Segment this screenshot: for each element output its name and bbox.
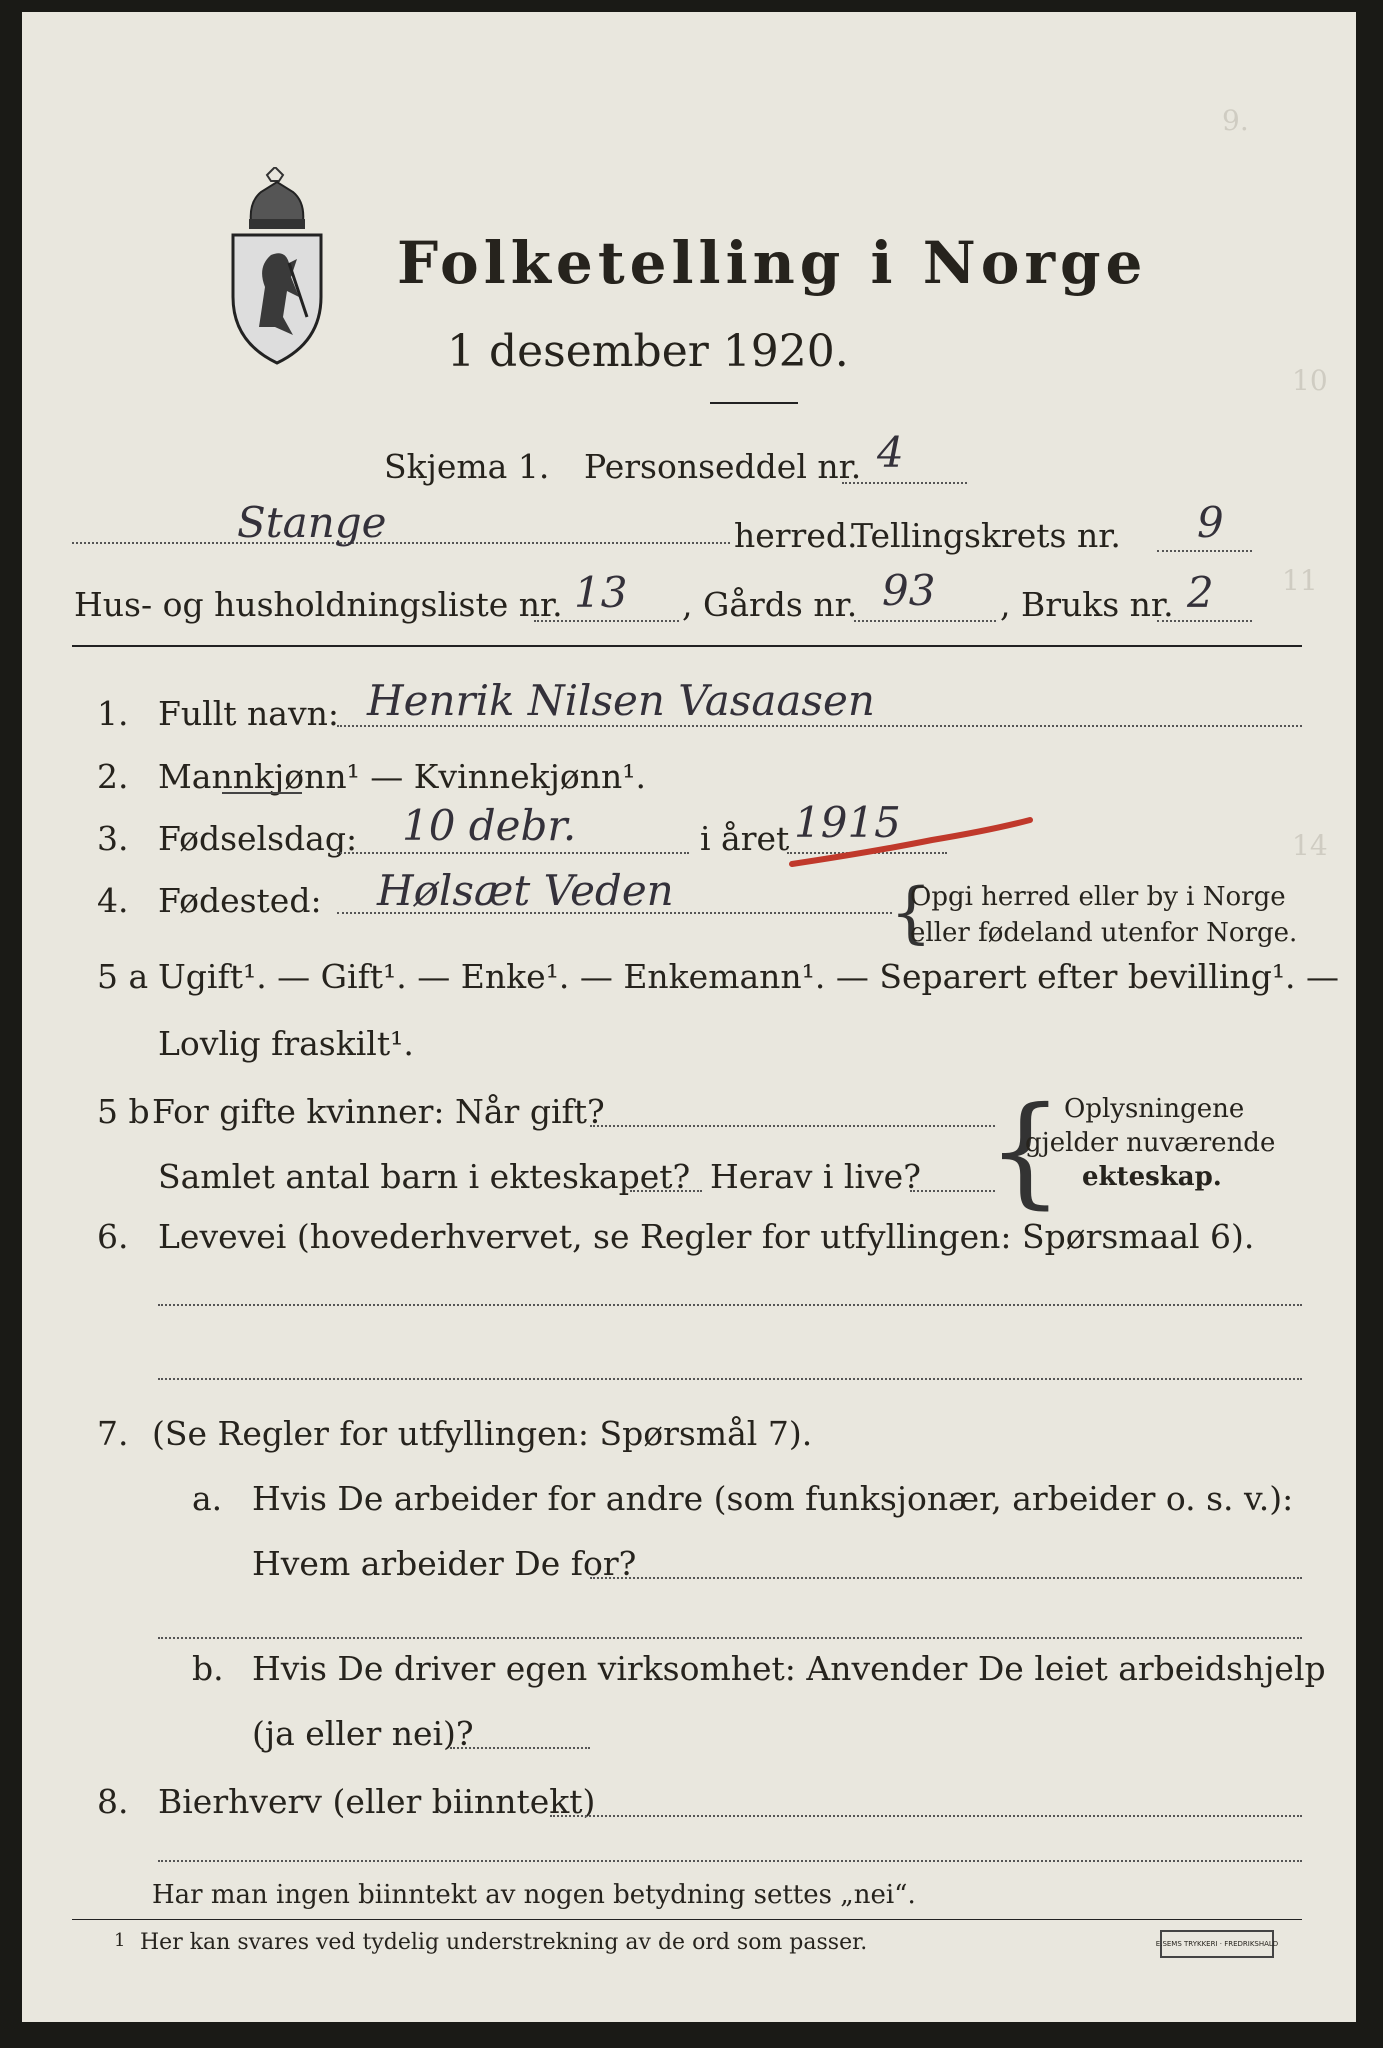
- q7b-yesno-field[interactable]: [450, 1747, 590, 1749]
- q5a-number: 5 a: [97, 957, 149, 996]
- husliste-label: Hus- og husholdningsliste nr.: [74, 585, 563, 624]
- herred-label: herred.: [734, 516, 858, 555]
- q7b-label: Hvis De driver egen virksomhet: Anvender De leiet arbeidshjelp: [252, 1649, 1326, 1688]
- q5a-marital-options[interactable]: Ugift¹. — Gift¹. — Enke¹. — Enkemann¹. — Separert efter bevilling¹. —: [158, 957, 1340, 996]
- q7a-label: Hvis De arbeider for andre (som funksjonær, arbeider o. s. v.):: [252, 1479, 1294, 1518]
- q7a-employer-field[interactable]: [590, 1577, 1302, 1579]
- q3-year-value: 1915: [794, 798, 901, 847]
- q8-side-income-field-2[interactable]: [158, 1860, 1302, 1862]
- q5b-married-field[interactable]: [590, 1125, 995, 1127]
- personseddel-value: 4: [877, 428, 904, 477]
- tellingskrets-field[interactable]: [1157, 550, 1252, 552]
- q8-side-income-field[interactable]: [550, 1815, 1302, 1817]
- q1-full-name-value: Henrik Nilsen Vasaasen: [367, 676, 875, 725]
- herred-value: Stange: [237, 498, 387, 547]
- q5b-brace: {: [987, 1082, 1064, 1221]
- show-through-text: 10: [1292, 364, 1328, 397]
- personseddel-label: Personseddel nr.: [584, 447, 862, 486]
- q4-brace: {: [890, 874, 932, 951]
- q8-label: Bierhverv (eller biinntekt): [158, 1782, 596, 1821]
- personseddel-field[interactable]: [842, 482, 967, 484]
- form-title: Folketelling i Norge: [397, 229, 1148, 297]
- q3-number: 3.: [97, 819, 129, 858]
- q1-label: Fullt navn:: [158, 694, 339, 733]
- footnote-mark: 1: [114, 1930, 126, 1951]
- bruks-label: , Bruks nr.: [1000, 585, 1174, 624]
- q7-number: 7.: [97, 1414, 129, 1453]
- census-date: 1 desember 1920.: [447, 326, 849, 377]
- q5b-married-label: For gifte kvinner: Når gift?: [152, 1092, 605, 1131]
- q7a-employer-field-2[interactable]: [158, 1637, 1302, 1639]
- q5a-marital-options-line2[interactable]: Lovlig fraskilt¹.: [158, 1024, 414, 1063]
- husliste-field[interactable]: [534, 620, 679, 622]
- q5b-note-line1: Oplysningene: [1064, 1094, 1245, 1124]
- q5b-note-line3: ekteskap.: [1082, 1162, 1222, 1192]
- q4-birthplace-value: Hølsæt Veden: [377, 866, 674, 915]
- husliste-value: 13: [574, 568, 628, 617]
- skjema-label: Skjema 1.: [384, 447, 550, 486]
- q7b-letter: b.: [192, 1649, 224, 1688]
- show-through-text: 9.: [1222, 104, 1249, 137]
- q5b-children-label: Samlet antal barn i ekteskapet?: [158, 1157, 691, 1196]
- tellingskrets-label: Tellingskrets nr.: [851, 516, 1121, 555]
- gards-field[interactable]: [854, 620, 996, 622]
- q4-note-line2: eller fødeland utenfor Norge.: [910, 918, 1298, 948]
- q6-number: 6.: [97, 1217, 129, 1256]
- tellingskrets-value: 9: [1197, 498, 1224, 547]
- show-through-text: 11: [1282, 564, 1318, 597]
- q7a-employer-label: Hvem arbeider De for?: [252, 1544, 637, 1583]
- q3-label: Fødselsdag:: [158, 819, 358, 858]
- gards-label: , Gårds nr.: [682, 585, 858, 624]
- coat-of-arms-icon: [227, 167, 327, 367]
- census-form-page: [22, 12, 1356, 2022]
- q7-label: (Se Regler for utfyllingen: Spørsmål 7).: [152, 1414, 813, 1453]
- herred-field[interactable]: [72, 542, 730, 544]
- q5b-alive-label: Herav i live?: [710, 1157, 921, 1196]
- printer-stamp-text: E.SEMS TRYKKERI · FREDRIKSHALD: [1155, 1939, 1279, 1948]
- q7b-yesno-label: (ja eller nei)?: [252, 1714, 474, 1753]
- q4-note-line1: Opgi herred eller by i Norge: [910, 882, 1286, 912]
- title-rule: [710, 402, 798, 404]
- q3-birthday-field[interactable]: [337, 852, 689, 854]
- q5b-number: 5 b: [97, 1092, 150, 1131]
- q2-underline-mark: [222, 792, 302, 794]
- gards-value: 93: [882, 566, 936, 615]
- printer-stamp: [1155, 1930, 1279, 1958]
- q2-sex-options[interactable]: Mannkjønn¹ — Kvinnekjønn¹.: [158, 757, 646, 796]
- q3-year-label: i året: [700, 819, 790, 858]
- footer-rule: [72, 1919, 1302, 1920]
- q3-birthday-value: 10 debr.: [402, 801, 577, 850]
- q5b-children-field[interactable]: [630, 1190, 702, 1192]
- q1-number: 1.: [97, 694, 129, 733]
- q8-number: 8.: [97, 1782, 129, 1821]
- section-divider: [72, 645, 1302, 647]
- q4-label: Fødested:: [158, 881, 322, 920]
- bruks-value: 2: [1187, 568, 1214, 617]
- show-through-text: 14: [1292, 829, 1328, 862]
- q6-occupation-line2[interactable]: [158, 1378, 1302, 1380]
- q5b-note-line2: gjelder nuværende: [1025, 1128, 1276, 1158]
- q6-label: Levevei (hovederhvervet, se Regler for utfyllingen: Spørsmaal 6).: [158, 1217, 1255, 1256]
- q7a-letter: a.: [192, 1479, 223, 1518]
- q1-full-name-field[interactable]: [337, 725, 1302, 727]
- q5b-alive-field[interactable]: [910, 1190, 995, 1192]
- q4-number: 4.: [97, 881, 129, 920]
- red-pencil-mark: [782, 812, 1042, 872]
- q6-occupation-line1[interactable]: [158, 1304, 1302, 1306]
- q2-number: 2.: [97, 757, 129, 796]
- bruks-field[interactable]: [1157, 620, 1252, 622]
- q8-note: Har man ingen biinntekt av nogen betydning settes „nei“.: [152, 1880, 916, 1910]
- footnote-text: Her kan svares ved tydelig understrekning av de ord som passer.: [140, 1930, 868, 1955]
